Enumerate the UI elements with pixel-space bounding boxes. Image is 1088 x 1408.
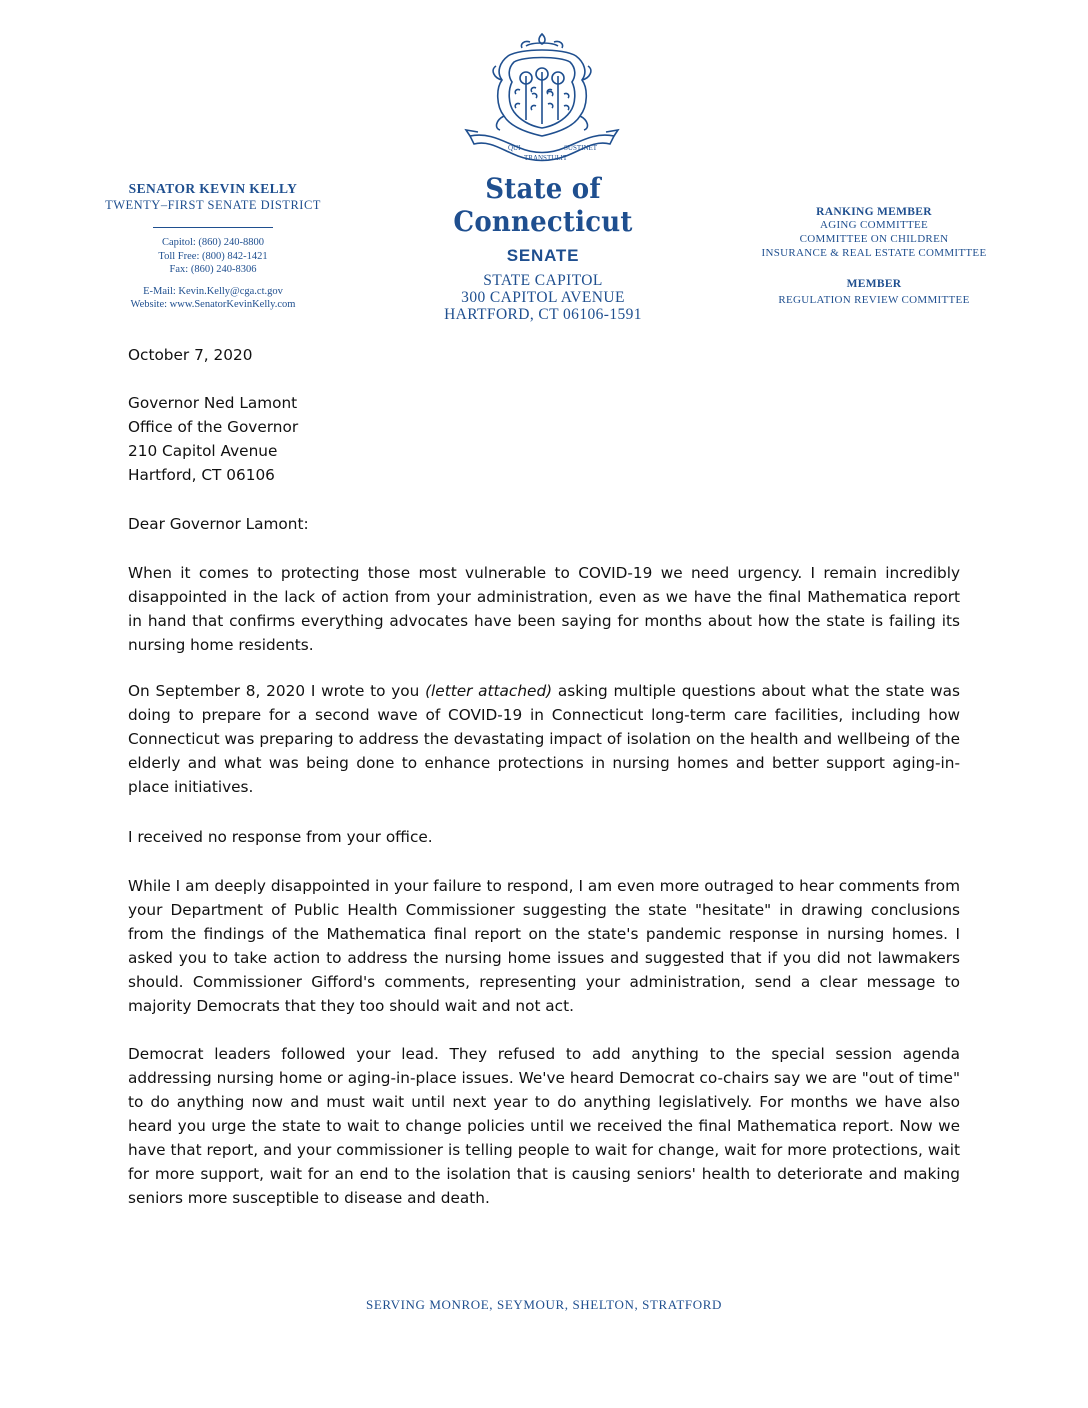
recipient-line: Hartford, CT 06106	[128, 466, 275, 484]
committee-item: INSURANCE & REAL ESTATE COMMITTEE	[761, 247, 987, 259]
senator-name: SENATOR KEVIN KELLY	[128, 181, 298, 196]
connecticut-seal-logo	[464, 32, 620, 170]
address-line: 300 CAPITOL AVENUE	[461, 289, 625, 306]
state-title: State of Connecticut	[453, 172, 633, 238]
committee-block	[744, 206, 1004, 306]
divider	[153, 227, 273, 228]
committee-item: AGING COMMITTEE	[819, 219, 929, 231]
website-address: Website: www.SenatorKevinKelly.com	[130, 299, 296, 310]
paragraph-1: When it comes to protecting those most vulnerable to COVID-19 we need urgency. I remain incredibly disappointed in the lack of action from your administration, even as we have the final Mathematica report in hand that confirms everything advocates have been saying for months about how the state is failing its nursing home residents.	[128, 564, 960, 654]
paragraph-4: While I am deeply disappointed in your failure to respond, I am even more outraged to hear comments from your Department of Public Health Commissioner suggesting the state "hesitate" in drawing conclusions from the findings of the Mathematica final report on the state's pandemic response in nursing homes. I asked you to take action to address the nursing home issues and suggested that if you did not lawmakers should. Commissioner Gifford's comments, representing your administration, send a clear message to majority Democrats that they too should wait and not act.	[128, 877, 960, 1015]
address-line: STATE CAPITOL	[483, 272, 603, 289]
email-address: E-Mail: Kevin.Kelly@cga.ct.gov	[143, 285, 283, 297]
fax-number: Fax: (860) 240-8306	[169, 264, 257, 275]
paragraph-5: Democrat leaders followed your lead. They refused to add anything to the special session agenda addressing nursing home or aging-in-place issues. We've heard Democrat co-chairs say we are "out of time" to do anything now and must wait until next year to do anything legislatively. For months we have also heard you urge the state to wait to change policies until we received the final Mathematica report. Now we have that report, and your commissioner is telling people to wait for change, wait for more protections, wait for more support, wait for an end to the isolation that is causing seniors' health to deteriorate and making seniors more susceptible to disease and death.	[128, 1045, 960, 1207]
letter-attached-note: (letter attached)	[425, 682, 553, 700]
senate-district: TWENTY–FIRST SENATE DISTRICT	[105, 198, 321, 212]
recipient-line: Office of the Governor	[128, 418, 299, 436]
seal-motto-1: QUI	[508, 144, 521, 152]
address-line: HARTFORD, CT 06106-1591	[444, 306, 642, 323]
senate-label: SENATE	[506, 246, 580, 265]
senate-masthead	[415, 172, 671, 323]
paragraph-2	[128, 679, 960, 799]
committee-item: COMMITTEE ON CHILDREN	[799, 233, 949, 245]
member-title: MEMBER	[846, 278, 902, 290]
recipient-address	[128, 391, 960, 487]
capitol-phone: Capitol: (860) 240-8800	[161, 237, 265, 248]
letter-date: October 7, 2020	[128, 346, 253, 364]
seal-motto-2: TRANSTULIT	[524, 154, 568, 162]
footer-serving-towns: SERVING MONROE, SEYMOUR, SHELTON, STRATFORD	[366, 1297, 722, 1312]
senator-contact-block	[96, 181, 330, 312]
paragraph-2-text: On September 8, 2020 I wrote to you	[128, 682, 426, 700]
recipient-line: 210 Capitol Avenue	[128, 442, 278, 460]
paragraph-3: I received no response from your office.	[128, 828, 433, 846]
seal-motto-3: SUSTINET	[564, 144, 598, 152]
ranking-member-title: RANKING MEMBER	[816, 206, 932, 218]
salutation: Dear Governor Lamont:	[128, 515, 309, 533]
recipient-line: Governor Ned Lamont	[128, 394, 298, 412]
committee-item: REGULATION REVIEW COMMITTEE	[778, 294, 970, 306]
paragraph-2-text: asking multiple questions about what the state was doing to prepare for a second wave of COVID-19 in Connecticut long-term care facilities, including how Connecticut was preparing to address the devastating impact of isolation on the health and wellbeing of the elderly and what was being done to enhance protections in nursing homes and better support aging-in-place initiatives.	[128, 682, 961, 796]
toll-free-phone: Toll Free: (800) 842-1421	[158, 250, 268, 262]
